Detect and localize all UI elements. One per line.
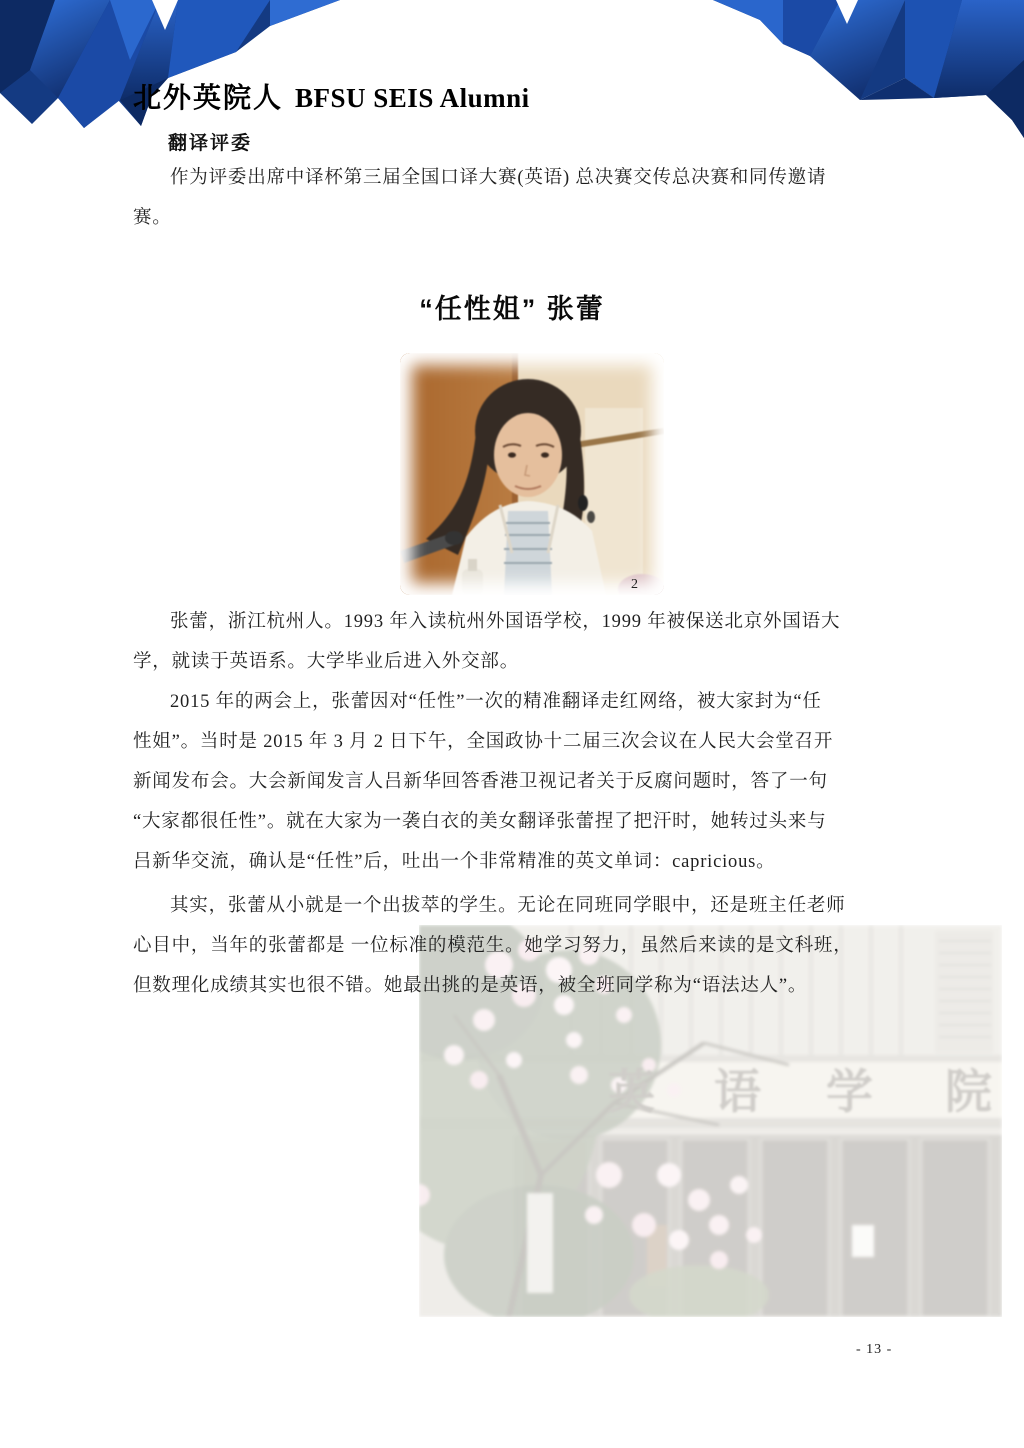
body-line: 吕新华交流，确认是“任性”后，吐出一个非常精准的英文单词：capricious。 (133, 852, 776, 872)
body-line: 其实，张蕾从小就是一个出拔萃的学生。无论在同班同学眼中，还是班主任老师 (170, 896, 846, 916)
portrait-photo (400, 353, 664, 595)
body-line: “大家都很任性”。就在大家为一袭白衣的美女翻译张蕾捏了把汗时，她转过头来与 (133, 812, 827, 832)
header-crystal-decoration-right (700, 0, 1024, 140)
intro-line: 作为评委出席中译杯第三届全国口译大赛(英语) 总决赛交传总决赛和同传邀请 (170, 168, 827, 188)
building-sign-char: 学 (826, 1067, 873, 1119)
body-line: 2015 年的两会上，张蕾因对“任性”一次的精准翻译走红网络，被大家封为“任 (170, 692, 822, 712)
body-line: 张蕾，浙江杭州人。1993 年入读杭州外国语学校，1999 年被保送北京外国语大 (170, 612, 841, 632)
body-line: 学，就读于英语系。大学毕业后进入外交部。 (133, 652, 520, 672)
intro-line: 赛。 (133, 208, 172, 228)
masthead (133, 76, 530, 116)
masthead-title-chinese: 北外英院人 (133, 83, 284, 114)
building-sign-char: 语 (714, 1067, 761, 1119)
portrait-photo-art (400, 353, 664, 595)
article-title: “任性姐” 张蕾 (419, 294, 605, 324)
building-sign-char: 院 (945, 1067, 992, 1119)
body-line: 心目中，当年的张蕾都是 一位标准的模范生。她学习努力，虽然后来读的是文科班， (133, 936, 853, 956)
page-number: - 13 - (856, 1342, 893, 1357)
masthead-title-english: BFSU SEIS Alumni (295, 83, 530, 113)
body-line: 性姐”。当时是 2015 年 3 月 2 日下午，全国政协十二届三次会议在人民大会堂召开 (133, 732, 834, 752)
body-line: 新闻发布会。大会新闻发言人吕新华回答香港卫视记者关于反腐问题时，答了一句 (133, 772, 828, 792)
body-line: 但数理化成绩其实也很不错。她最出挑的是英语，被全班同学称为“语法达人”。 (133, 976, 808, 996)
photo-corner-mark: 2 (631, 577, 638, 592)
building-sign-char: 英 (608, 1067, 655, 1119)
section-kicker: 翻译评委 (168, 133, 253, 154)
